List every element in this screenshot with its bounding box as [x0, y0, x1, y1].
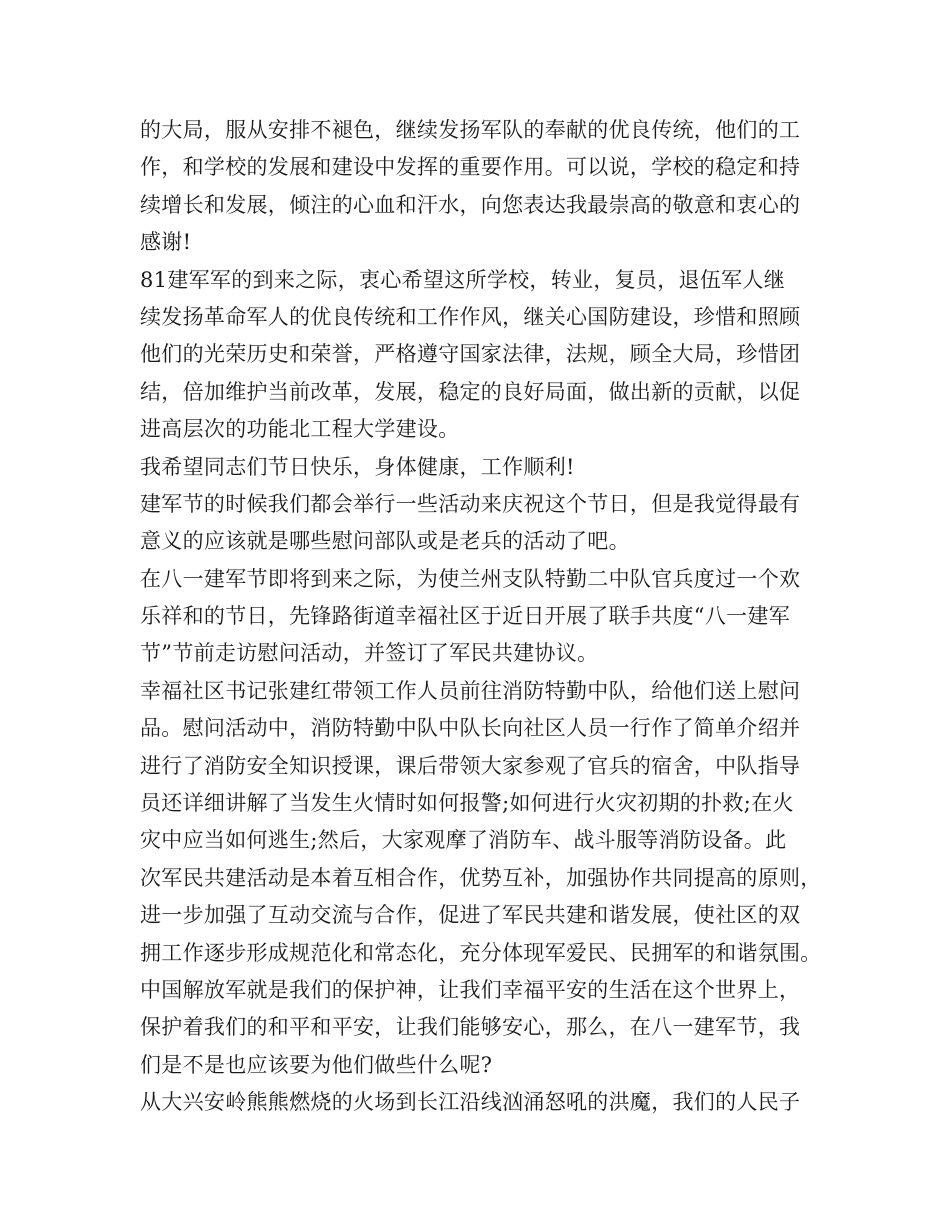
- document-body: [140, 112, 830, 1122]
- text-line: 从大兴安岭熊熊燃烧的火场到长江沿线汹涌怒吼的洪魔，我们的人民子: [140, 1090, 801, 1115]
- text-line: 员还详细讲解了当发生火情时如何报警;如何进行火灾初期的扑救;在火: [140, 791, 794, 816]
- text-line: 感谢!: [140, 230, 192, 255]
- text-line: 拥工作逐步形成规范化和常态化，充分体现军爱民、民拥军的和谐氛围。: [140, 940, 822, 965]
- text-line: 次军民共建活动是本着互相合作，优势互补，加强协作共同提高的原则，: [140, 865, 822, 890]
- text-line: 建军节的时候我们都会举行一些活动来庆祝这个节日，但是我觉得最有: [140, 491, 801, 516]
- text-line: 进高层次的功能北工程大学建设。: [140, 417, 460, 442]
- text-line: 保护着我们的和平和平安，让我们能够安心，那么，在八一建军节，我: [140, 1015, 801, 1040]
- text-line: 灾中应当如何逃生;然后，大家观摩了消防车、战斗服等消防设备。此: [140, 828, 787, 853]
- text-line: 节”节前走访慰问活动，并签订了军民共建协议。: [140, 641, 599, 666]
- text-line: 在八一建军节即将到来之际，为使兰州支队特勤二中队官兵度过一个欢: [140, 566, 801, 591]
- text-line: 乐祥和的节日，先锋路街道幸福社区于近日开展了联手共度“八一建军: [140, 604, 791, 629]
- text-line: 们是不是也应该要为他们做些什么呢?: [140, 1052, 493, 1077]
- text-line: 结，倍加维护当前改革，发展，稳定的良好局面，做出新的贡献，以促: [140, 379, 801, 404]
- text-line: 意义的应该就是哪些慰问部队或是老兵的活动了吧。: [140, 529, 630, 554]
- text-line: 幸福社区书记张建红带领工作人员前往消防特勤中队，给他们送上慰问: [140, 678, 801, 703]
- text-line: 续发扬革命军人的优良传统和工作作风，继关心国防建设，珍惜和照顾: [140, 304, 801, 329]
- text-line: 作，和学校的发展和建设中发挥的重要作用。可以说，学校的稳定和持: [140, 155, 801, 180]
- text-line: 品。慰问活动中，消防特勤中队中队长向社区人员一行作了简单介绍并: [140, 716, 801, 741]
- text-line: 81建军军的到来之际，衷心希望这所学校，转业，复员，退伍军人继: [140, 267, 786, 292]
- text-line: 进行了消防安全知识授课，课后带领大家参观了官兵的宿舍，中队指导: [140, 753, 801, 778]
- text-line: 中国解放军就是我们的保护神，让我们幸福平安的生活在这个世界上，: [140, 977, 801, 1002]
- text-line: 我希望同志们节日快乐，身体健康，工作顺利!: [140, 454, 575, 479]
- text-line: 续增长和发展，倾注的心血和汗水，向您表达我最崇高的敬意和衷心的: [140, 192, 801, 217]
- text-line: 进一步加强了互动交流与合作，促进了军民共建和谐发展，使社区的双: [140, 903, 801, 928]
- text-line: 的大局，服从安排不褪色，继续发扬军队的奉献的优良传统，他们的工: [140, 118, 801, 142]
- text-line: 他们的光荣历史和荣誉，严格遵守国家法律，法规，顾全大局，珍惜团: [140, 342, 801, 367]
